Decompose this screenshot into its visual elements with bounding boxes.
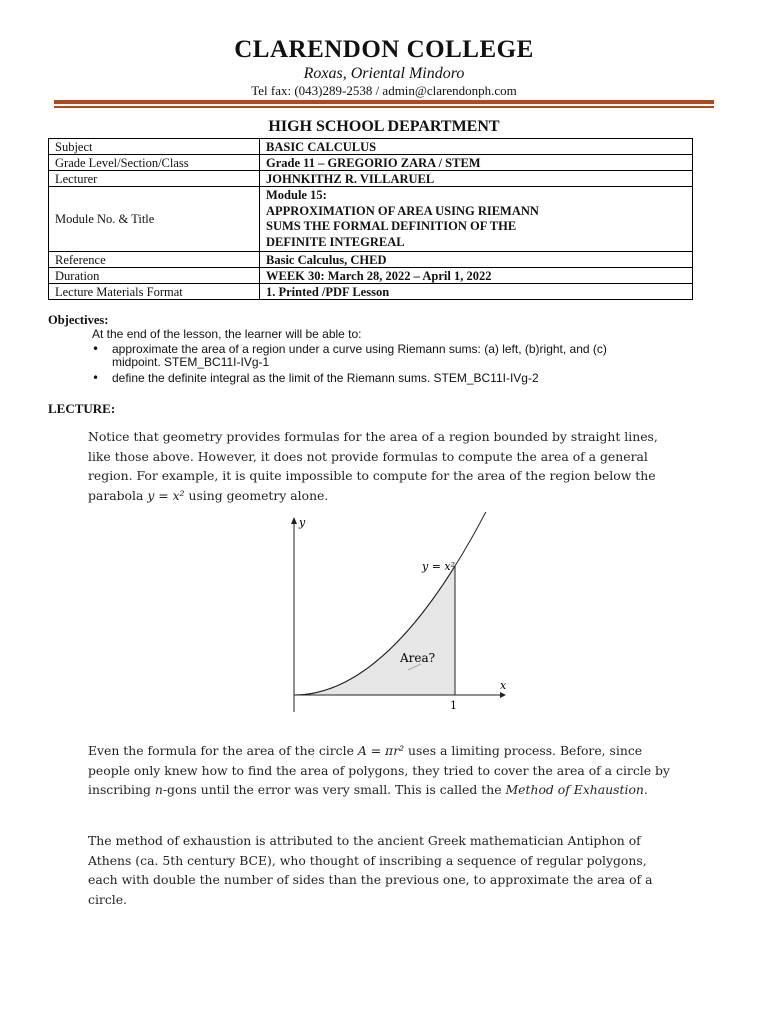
row-label: Subject: [49, 139, 260, 155]
row-value: 1. Printed /PDF Lesson: [260, 284, 693, 300]
area-label: Area?: [400, 651, 436, 665]
area-under-parabola-figure: [258, 512, 518, 712]
college-name: CLARENDON COLLEGE: [234, 36, 534, 63]
objective-line: define the definite integral as the limit of the Riemann sums. STEM_BC11I-IVg-2: [112, 371, 539, 385]
x-axis-arrow-icon: [500, 692, 506, 698]
y-axis-label: y: [299, 516, 306, 529]
area-region: [294, 566, 455, 695]
paragraph-line: region. For example, it is quite impossible to compute for the area of the region below the: [88, 468, 656, 483]
department-title: HIGH SCHOOL DEPARTMENT: [268, 118, 500, 135]
lecture-heading: LECTURE:: [48, 401, 116, 416]
paragraph-line: parabola y = x² using geometry alone.: [88, 487, 329, 503]
objective-item: [112, 372, 692, 385]
header-rule-thin: [54, 106, 714, 108]
row-value: Grade 11 – GREGORIO ZARA / STEM: [260, 155, 693, 171]
emphasis: Method of Exhaustion: [505, 782, 644, 797]
table-row: [49, 284, 693, 300]
row-label: Module No. & Title: [49, 187, 260, 252]
module-number: Module 15:: [266, 188, 327, 202]
row-label: Grade Level/Section/Class: [49, 155, 260, 171]
module-title-line: SUMS THE FORMAL DEFINITION OF THE: [266, 219, 517, 233]
paragraph-line: inscribing n-gons until the error was very small. This is called the Method of Exhaustion.: [88, 782, 648, 797]
bullet-icon: •: [92, 371, 100, 385]
paragraph-line: Even the formula for the area of the circle A = πr² uses a limiting process. Before, since: [88, 743, 643, 758]
module-info-table: [48, 138, 693, 300]
x-axis-label: x: [500, 679, 507, 692]
objective-line: approximate the area of a region under a curve using Riemann sums: (a) left, (b)right, and (c): [112, 342, 607, 356]
table-row: [49, 171, 693, 187]
table-row: [49, 252, 693, 268]
paragraph-line: each with double the number of sides than the previous one, to approximate the area of a: [88, 872, 653, 887]
row-value: BASIC CALCULUS: [260, 139, 693, 155]
row-label: Duration: [49, 268, 260, 284]
paragraph-line: circle.: [88, 891, 127, 907]
table-row: [49, 187, 693, 252]
objective-item: [112, 343, 692, 369]
circle-paragraph: [88, 741, 703, 800]
math-expression: n: [154, 782, 163, 797]
table-row: [49, 139, 693, 155]
intro-paragraph: [88, 427, 703, 505]
table-row: [49, 155, 693, 171]
row-label: Lecture Materials Format: [49, 284, 260, 300]
exhaustion-paragraph: [88, 831, 703, 909]
x-tick-label: 1: [450, 699, 457, 712]
paragraph-line: like those above. However, it does not provide formulas to compute the area of a general: [88, 448, 648, 464]
college-contact: Tel fax: (043)289-2538 / admin@clarendonph.com: [251, 83, 517, 98]
row-label: Lecturer: [49, 171, 260, 187]
module-title-line: DEFINITE INTEGREAL: [266, 234, 405, 249]
header-rule-thick: [54, 100, 714, 104]
math-expression: y = x²: [147, 487, 185, 503]
paragraph-line: Notice that geometry provides formulas for the area of a region bounded by straight lines,: [88, 429, 658, 444]
paragraph-line: people only knew how to find the area of polygons, they tried to cover the area of a circle by: [88, 762, 670, 778]
college-location: Roxas, Oriental Mindoro: [303, 65, 465, 82]
objectives-intro: At the end of the lesson, the learner will be able to:: [92, 327, 362, 341]
row-value: WEEK 30: March 28, 2022 – April 1, 2022: [260, 268, 693, 284]
bullet-icon: •: [92, 342, 100, 356]
module-title-line: APPROXIMATION OF AREA USING RIEMANN: [266, 203, 539, 218]
row-value: Basic Calculus, CHED: [260, 252, 693, 268]
paragraph-line: Athens (ca. 5th century BCE), who thought of inscribing a sequence of regular polygons,: [88, 852, 647, 868]
y-axis-arrow-icon: [291, 517, 297, 524]
objectives-heading: Objectives:: [48, 313, 109, 327]
math-expression: A = πr²: [357, 743, 405, 758]
paragraph-line: The method of exhaustion is attributed to the ancient Greek mathematician Antiphon of: [88, 833, 641, 848]
objective-line: midpoint. STEM_BC11I-IVg-1: [112, 355, 270, 369]
row-label: Reference: [49, 252, 260, 268]
table-row: [49, 268, 693, 284]
row-value: [260, 187, 693, 252]
row-value: JOHNKITHZ R. VILLARUEL: [260, 171, 693, 187]
curve-label: y = x²: [422, 560, 456, 573]
